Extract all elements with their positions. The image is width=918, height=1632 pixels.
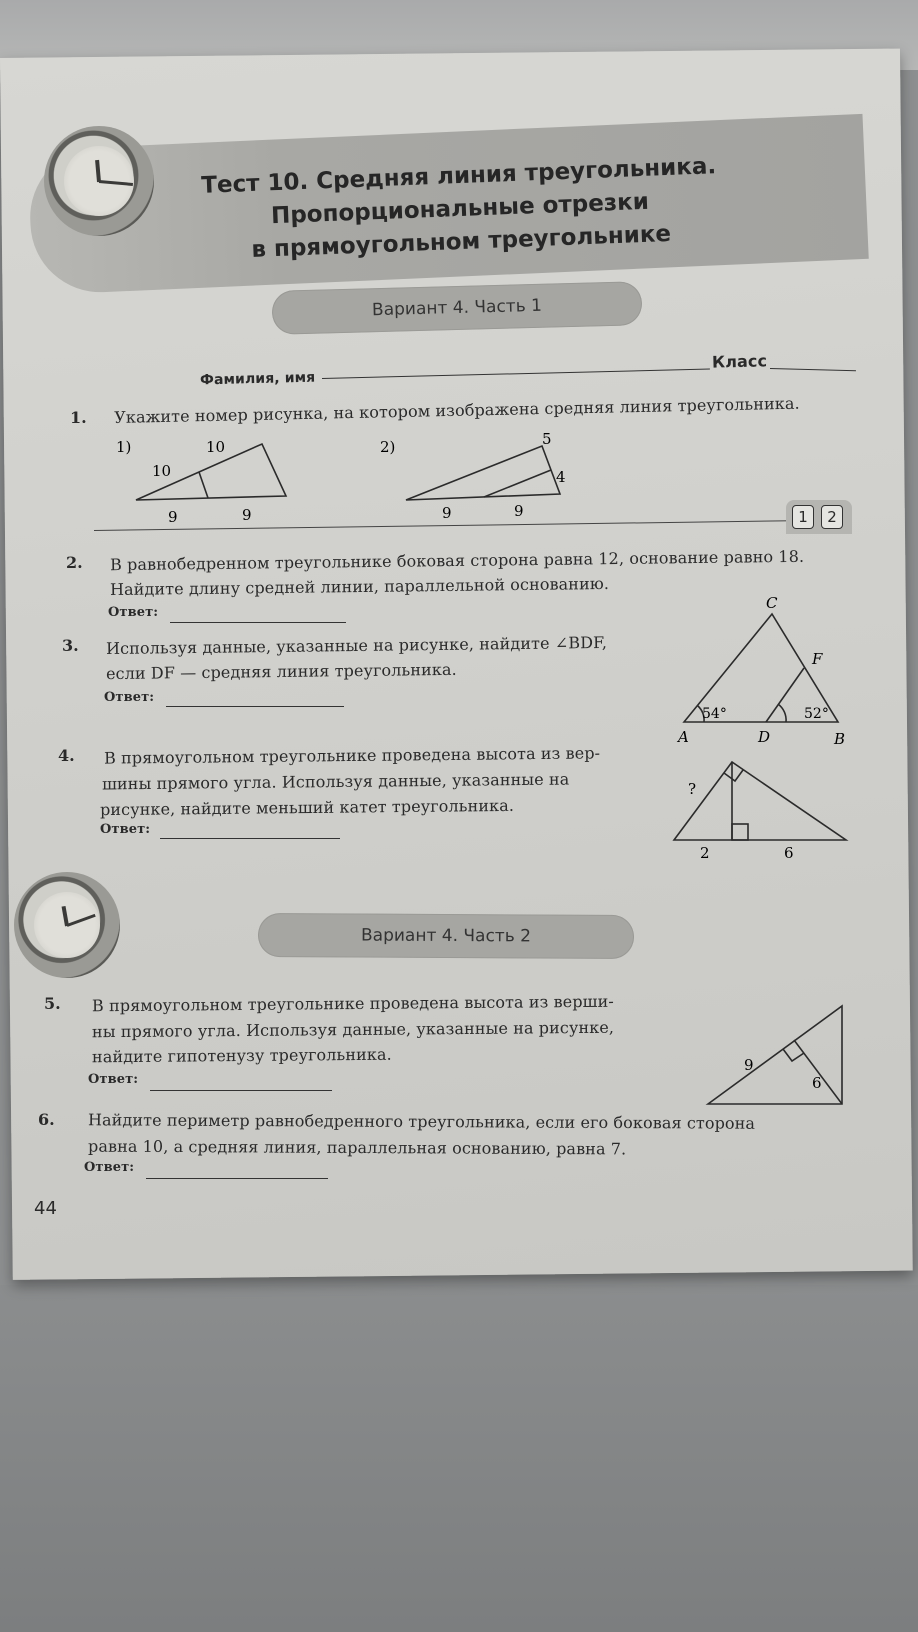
fig2-right: 4 (556, 468, 566, 486)
task-5-line-1: В прямоугольном треугольнике проведена высота из верши- (91, 991, 614, 1016)
task-5-answer-label: Ответ: (88, 1072, 139, 1087)
task-1-number: 1. (70, 408, 87, 427)
class-label: Класс (711, 351, 768, 372)
task-2-number: 2. (66, 553, 83, 572)
task-5-line-3: найдите гипотенузу треугольника. (91, 1044, 392, 1067)
task-4-answer-field[interactable] (160, 838, 340, 839)
altitude-right-angle (732, 824, 748, 840)
task-3-answer-label: Ответ: (104, 690, 155, 705)
fig2-segment (484, 470, 551, 497)
fig1-midline (199, 472, 208, 498)
leg-value: 9 (744, 1056, 754, 1074)
right-triangle (708, 1006, 842, 1104)
task-3-number: 3. (62, 636, 79, 655)
task-3-answer-field[interactable] (166, 706, 344, 707)
angle-d-arc (778, 704, 786, 722)
task-1-text: Укажите номер рисунка, на котором изображена средняя линия треугольника. (114, 393, 800, 427)
altitude (794, 1040, 842, 1104)
task-6-number: 6. (38, 1110, 55, 1129)
fig2-label: 2) (380, 438, 396, 456)
task-3-line-1: Используя данные, указанные на рисунке, найдите ∠BDF, (105, 632, 608, 659)
task-6-line-1: Найдите периметр равнобедренного треугольника, если его боковая сторона (87, 1110, 756, 1133)
vertex-right-angle (724, 770, 743, 781)
unknown-leg: ? (688, 780, 697, 798)
name-label: Фамилия, имя (199, 369, 316, 389)
point-c: C (766, 594, 778, 612)
right-triangle (674, 762, 846, 840)
variant-part1-label: Вариант 4. Часть 1 (271, 281, 642, 335)
fig2-triangle (406, 446, 560, 500)
task-2-line-2: Найдите длину средней линии, параллельной основанию. (109, 573, 610, 600)
angle-d-value: 52° (804, 706, 829, 722)
task-4-figure (660, 752, 860, 862)
fig2-base-right: 9 (514, 502, 524, 520)
task-4-line-2: шины прямого угла. Используя данные, указанные на (101, 769, 570, 794)
task-5-answer-field[interactable] (150, 1090, 332, 1091)
task-4-number: 4. (58, 746, 75, 765)
task-6-line-2: равна 10, а средняя линия, параллельная основанию, равна 7. (87, 1136, 627, 1159)
task-2-answer-label: Ответ: (108, 605, 159, 620)
task-4-answer-label: Ответ: (100, 822, 151, 837)
segment-left: 2 (700, 844, 710, 862)
clock-icon (44, 126, 154, 236)
task-1-figures (110, 430, 850, 530)
choice-1-button[interactable]: 1 (792, 505, 814, 529)
fig1-label: 1) (116, 438, 132, 456)
point-b: B (834, 730, 846, 748)
altitude-right-angle (783, 1049, 804, 1061)
point-a: A (678, 728, 689, 746)
task-3-line-2: если DF — средняя линия треугольника. (105, 659, 457, 684)
task-2-line-1: В равнобедренном треугольнике боковая сторона равна 12, основание равно 18. (109, 546, 805, 575)
choice-2-button[interactable]: 2 (821, 505, 843, 529)
variant-part2-label: Вариант 4. Часть 2 (258, 913, 634, 959)
task-5-number: 5. (44, 994, 61, 1013)
fig1-base-right: 9 (242, 506, 252, 524)
clock-icon-2 (14, 872, 120, 978)
fig2-base-left: 9 (442, 504, 452, 522)
height-value: 6 (812, 1074, 822, 1092)
segment-right: 6 (784, 844, 794, 862)
fig1-base-left: 9 (168, 508, 178, 526)
task-4-line-3: рисунке, найдите меньший катет треугольника. (99, 795, 515, 820)
task-4-line-1: В прямоугольном треугольнике проведена высота из вер- (103, 743, 601, 768)
task-5-line-2: ны прямого угла. Используя данные, указанные на рисунке, (91, 1017, 615, 1042)
table-surface (0, 1285, 918, 1632)
fig1-left: 10 (152, 462, 172, 480)
point-d: D (758, 728, 771, 746)
task-5-figure (700, 1000, 860, 1112)
task-6-answer-field[interactable] (146, 1178, 328, 1179)
angle-a-value: 54° (702, 706, 727, 722)
task-6-answer-label: Ответ: (84, 1160, 135, 1175)
point-f: F (812, 650, 823, 668)
fig1-top: 10 (206, 438, 226, 456)
fig2-top: 5 (542, 430, 552, 448)
page-number: 44 (34, 1198, 58, 1219)
test-title: Тест 10. Средняя линия треугольника. Пропорциональные отрезки в прямоугольном треугольнике (200, 153, 717, 264)
task-3-figure (670, 592, 860, 752)
task-2-answer-field[interactable] (170, 622, 346, 623)
